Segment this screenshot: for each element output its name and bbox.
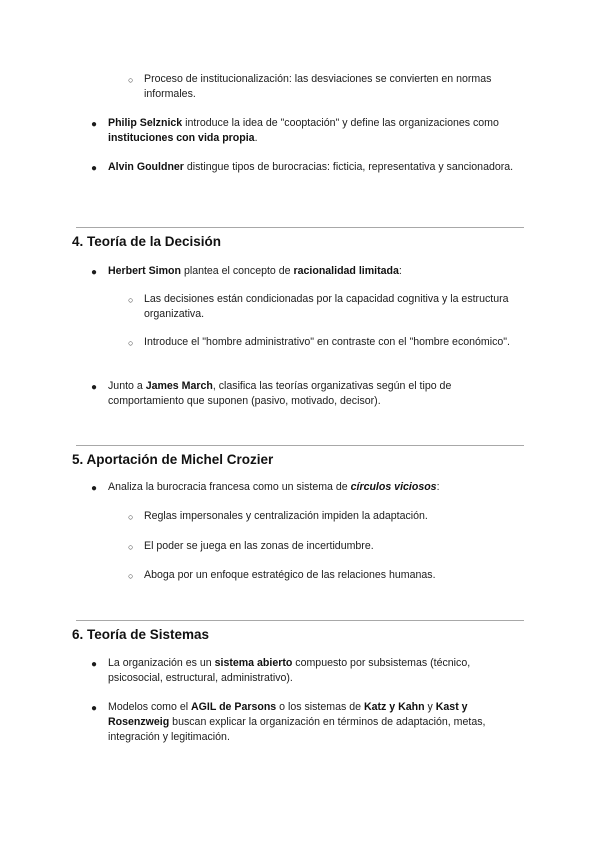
sub-bullet-icon: ○ xyxy=(128,338,134,348)
list-item-gouldner: Alvin Gouldner distingue tipos de burocracias: ficticia, representativa y sancionadora. xyxy=(108,161,514,173)
list-item-selznick: Philip Selznick introduce la idea de "cooptación" y define las organizaciones como instituciones con vida propia. xyxy=(108,117,499,144)
sub-bullet-icon: ○ xyxy=(128,295,134,305)
list-item-march: Junto a James March, clasifica las teorías organizativas según el tipo de comportamiento que suponen (pasivo, motivado, decisor). xyxy=(108,380,452,407)
sub-bullet-icon: ○ xyxy=(128,571,134,581)
bullet-icon: ● xyxy=(91,483,98,494)
list-item-decisiones: Las decisiones están condicionadas por la capacidad cognitiva y la estructura organizativa. xyxy=(144,293,509,320)
bullet-icon: ● xyxy=(91,382,98,393)
list-item-simon: Herbert Simon plantea el concepto de racionalidad limitada: xyxy=(108,265,402,277)
list-item-modelos: Modelos como el AGIL de Parsons o los sistemas de Katz y Kahn y Kast y Rosenzweig buscan explicar la organización en términos de adaptación, metas, integración y legitimación. xyxy=(108,701,486,743)
list-item-poder: El poder se juega en las zonas de incertidumbre. xyxy=(144,540,374,552)
list-item-crozier: Analiza la burocracia francesa como un sistema de círculos viciosos: xyxy=(108,481,440,493)
section-5-heading: 5. Aportación de Michel Crozier xyxy=(72,452,274,467)
list-item-hombre-administrativo: Introduce el "hombre administrativo" en contraste con el "hombre económico". xyxy=(144,336,510,348)
list-item-enfoque: Aboga por un enfoque estratégico de las relaciones humanas. xyxy=(144,569,436,581)
bullet-icon: ● xyxy=(91,659,98,670)
bullet-icon: ● xyxy=(91,703,98,714)
sub-bullet-icon: ○ xyxy=(128,512,134,522)
section-divider xyxy=(76,620,524,621)
section-divider xyxy=(76,227,524,228)
list-item-reglas: Reglas impersonales y centralización impiden la adaptación. xyxy=(144,510,428,522)
sub-bullet-icon: ○ xyxy=(128,75,134,85)
section-4-heading: 4. Teoría de la Decisión xyxy=(72,234,222,249)
list-item-sistema-abierto: La organización es un sistema abierto compuesto por subsistemas (técnico, psicosocial, estructural, administrativo). xyxy=(108,657,471,684)
section-6-heading: 6. Teoría de Sistemas xyxy=(72,627,210,642)
bullet-icon: ● xyxy=(91,163,98,174)
sub-bullet-icon: ○ xyxy=(128,542,134,552)
bullet-icon: ● xyxy=(91,267,98,278)
list-item-institucionalizacion: Proceso de institucionalización: las desviaciones se convierten en normas informales. xyxy=(144,73,492,100)
section-divider xyxy=(76,445,524,446)
bullet-icon: ● xyxy=(91,119,98,130)
